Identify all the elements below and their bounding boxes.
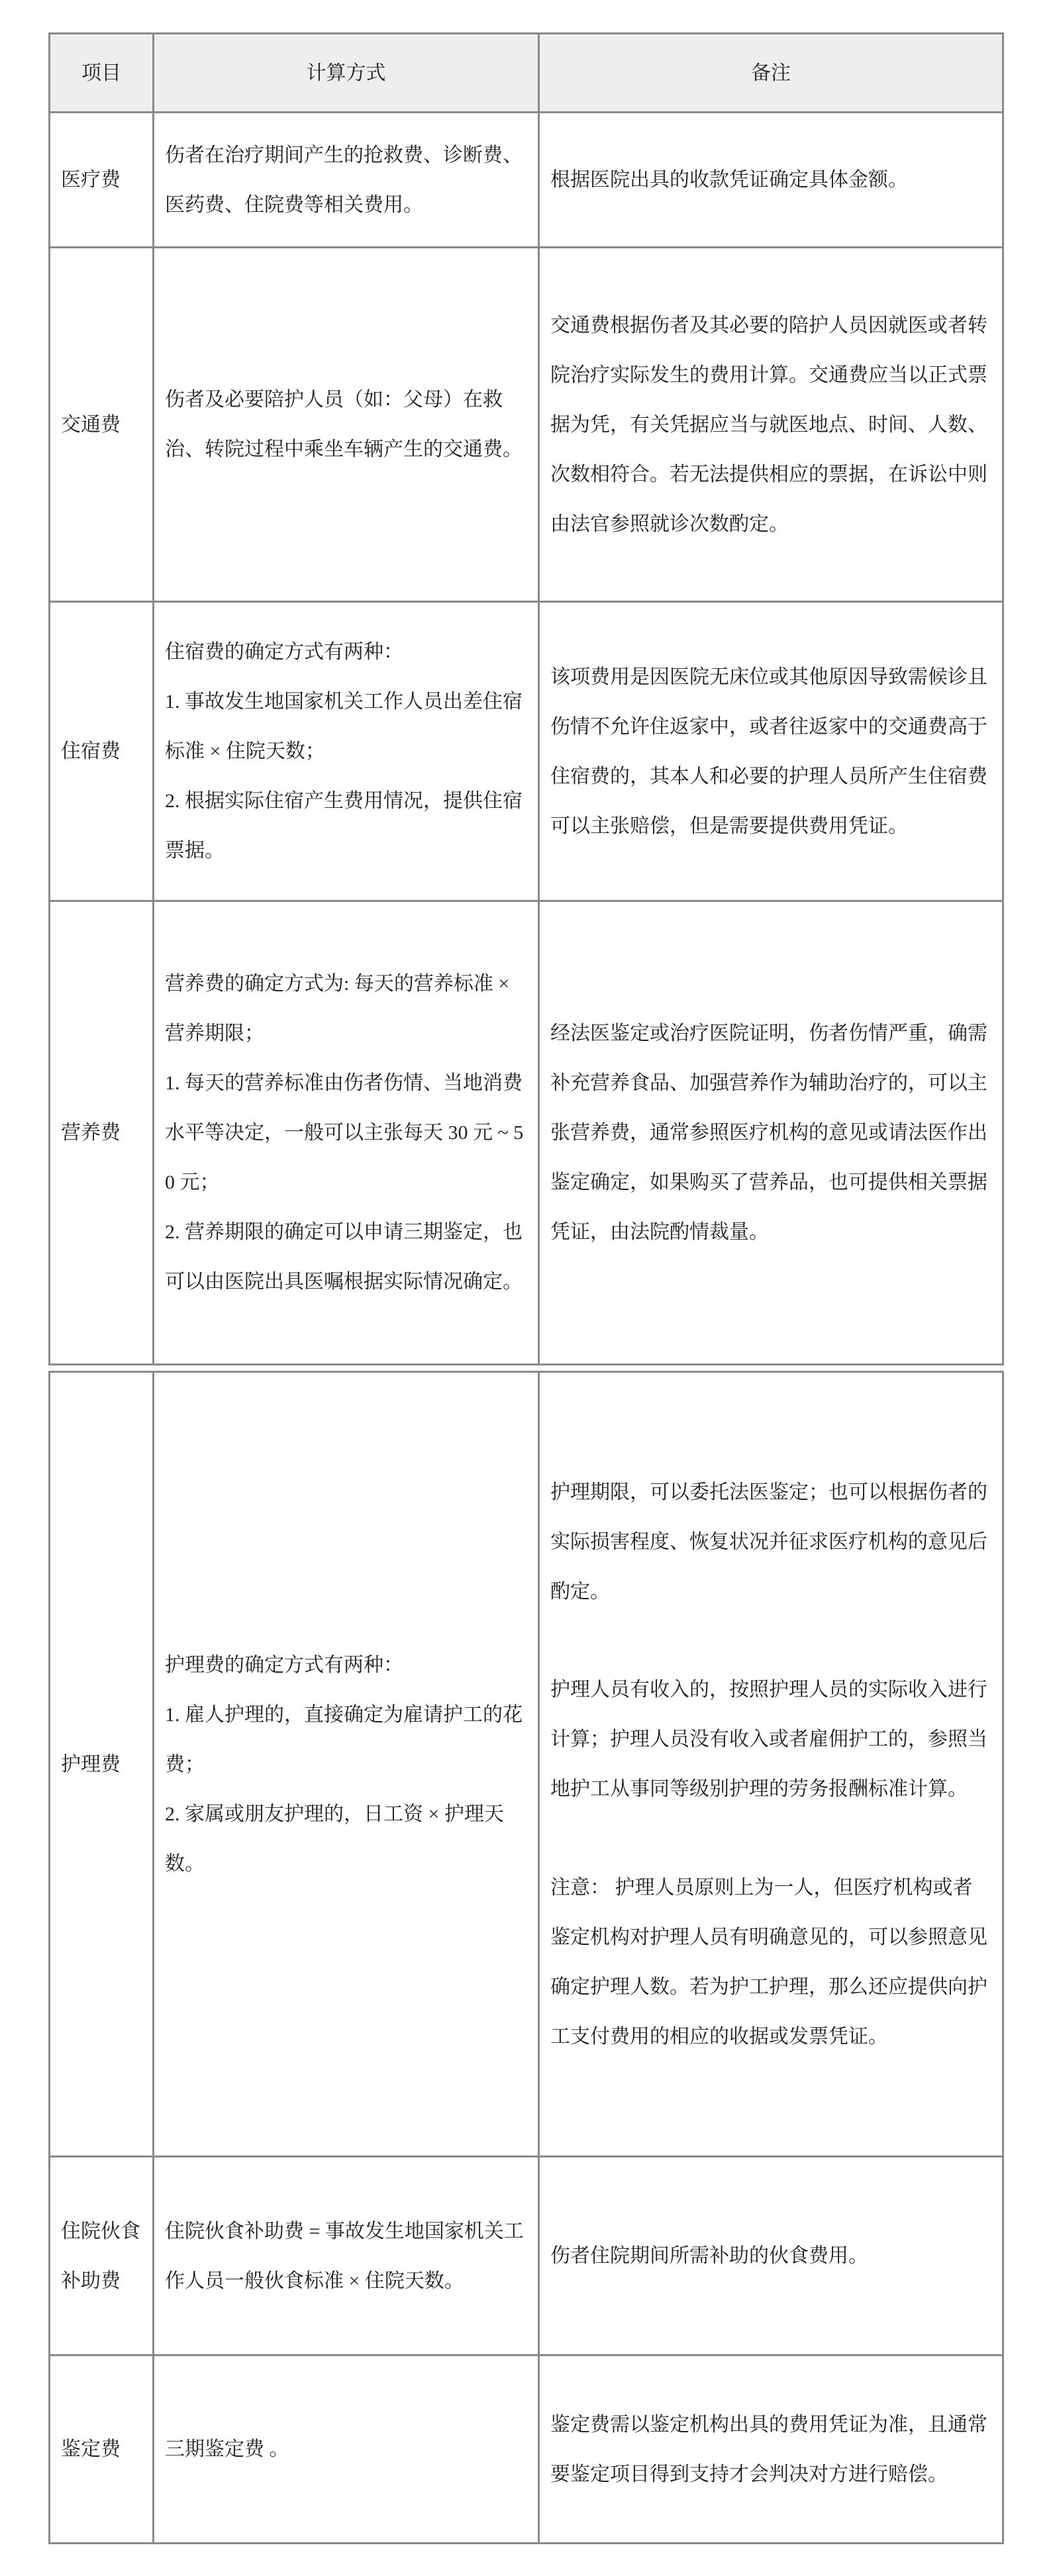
fee-table-section-1 xyxy=(48,32,1004,1365)
paragraph: 营养费 xyxy=(61,1122,121,1144)
table-row-appraisal-fee xyxy=(50,2355,1003,2544)
paragraph: 伤者及必要陪护人员（如：父母）在救治、转院过程中乘坐车辆产生的交通费。 xyxy=(165,389,523,460)
paragraph: 1. 每天的营养标准由伤者伤情、当地消费水平等决定，一般可以主张每天 30 元 ~ 50 元； xyxy=(165,1072,524,1193)
calc-cell xyxy=(154,113,539,248)
paragraph: 鉴定费 xyxy=(61,2438,121,2460)
table-row-medical-fee xyxy=(50,113,1003,248)
paragraph: 鉴定费需以鉴定机构出具的费用凭证为准，且通常要鉴定项目得到支持才会判决对方进行赔偿。 xyxy=(550,2413,987,2485)
paragraph: 护理人员有收入的，按照护理人员的实际收入进行计算；护理人员没有收入或者雇佣护工的，参照当地护工从事同等级别护理的劳务报酬标准计算。 xyxy=(550,1679,987,1800)
paragraph: 2. 家属或朋友护理的，日工资 × 护理天数。 xyxy=(165,1803,504,1875)
item-label xyxy=(50,1372,154,2157)
paragraph: 住宿费的确定方式有两种： xyxy=(165,641,403,663)
paragraph: 住院伙食补助费 xyxy=(61,2220,140,2292)
calc-cell xyxy=(154,2157,539,2355)
note-cell xyxy=(539,1372,1003,2157)
paragraph: 护理费 xyxy=(61,1753,121,1775)
table-row-transport-fee xyxy=(50,248,1003,602)
table-row-hospital-meal-subsidy-fee xyxy=(50,2157,1003,2355)
paragraph: 2. 根据实际住宿产生费用情况，提供住宿票据。 xyxy=(165,790,523,862)
item-label xyxy=(50,901,154,1365)
item-label xyxy=(50,248,154,602)
header-calc: 计算方式 xyxy=(154,34,539,113)
paragraph: 1. 事故发生地国家机关工作人员出差住宿标准 × 住院天数； xyxy=(165,691,523,762)
paragraph: 2. 营养期限的确定可以申请三期鉴定，也可以由医院出具医嘱根据实际情况确定。 xyxy=(165,1221,523,1293)
header-row xyxy=(50,34,1003,113)
calc-cell xyxy=(154,1372,539,2157)
calc-cell xyxy=(154,602,539,901)
table-row-lodging-fee xyxy=(50,602,1003,901)
paragraph: 经法医鉴定或治疗医院证明，伤者伤情严重，确需补充营养食品、加强营养作为辅助治疗的，可以主张营养费，通常参照医疗机构的意见或请法医作出鉴定确定，如果购买了营养品，也可提供相关票据凭证，由法院酌情裁量。 xyxy=(550,1022,987,1243)
paragraph: 交通费根据伤者及其必要的陪护人员因就医或者转院治疗实际发生的费用计算。交通费应当以正式票据为凭，有关凭据应当与就医地点、时间、人数、次数相符合。若无法提供相应的票据，在诉讼中则由法官参照就诊次数酌定。 xyxy=(550,314,987,535)
paragraph: 交通费 xyxy=(61,413,121,436)
calc-cell xyxy=(154,901,539,1365)
header-item: 项目 xyxy=(50,34,154,113)
note-cell xyxy=(539,248,1003,602)
calc-cell xyxy=(154,248,539,602)
paragraph: 医疗费 xyxy=(61,169,121,191)
paragraph: 住院伙食补助费 = 事故发生地国家机关工作人员一般伙食标准 × 住院天数。 xyxy=(165,2220,524,2292)
paragraph: 护理期限，可以委托法医鉴定；也可以根据伤者的实际损害程度、恢复状况并征求医疗机构的意见后酌定。 xyxy=(550,1481,987,1603)
paragraph: 注意： 护理人员原则上为一人，但医疗机构或者鉴定机构对护理人员有明确意见的，可以参照意见确定护理人数。若为护工护理，那么还应提供向护工支付费用的相应的收据或发票凭证。 xyxy=(550,1876,987,2048)
paragraph: 伤者住院期间所需补助的伙食费用。 xyxy=(550,2245,868,2267)
item-label xyxy=(50,602,154,901)
note-cell xyxy=(539,2355,1003,2544)
note-cell xyxy=(539,2157,1003,2355)
paragraph: 护理费的确定方式有两种： xyxy=(165,1654,403,1676)
paragraph: 营养费的确定方式为: 每天的营养标准 × 营养期限； xyxy=(165,973,510,1044)
paragraph: 三期鉴定费 。 xyxy=(165,2438,289,2460)
calc-cell xyxy=(154,2355,539,2544)
header-note: 备注 xyxy=(539,34,1003,113)
fee-table-section-2 xyxy=(48,1371,1004,2544)
table-row-nursing-fee xyxy=(50,1372,1003,2157)
note-cell xyxy=(539,901,1003,1365)
item-label xyxy=(50,2355,154,2544)
table-row-nutrition-fee xyxy=(50,901,1003,1365)
fee-table-document xyxy=(48,32,1002,2544)
item-label xyxy=(50,113,154,248)
item-label xyxy=(50,2157,154,2355)
paragraph: 该项费用是因医院无床位或其他原因导致需候诊且伤情不允许住返家中，或者往返家中的交通费高于住宿费的，其本人和必要的护理人员所产生住宿费可以主张赔偿，但是需要提供费用凭证。 xyxy=(550,666,987,837)
note-cell xyxy=(539,113,1003,248)
paragraph: 根据医院出具的收款凭证确定具体金额。 xyxy=(550,169,908,191)
paragraph: 1. 雇人护理的，直接确定为雇请护工的花费； xyxy=(165,1703,523,1775)
paragraph: 伤者在治疗期间产生的抢救费、诊断费、医药费、住院费等相关费用。 xyxy=(165,144,523,216)
note-cell xyxy=(539,602,1003,901)
paragraph: 住宿费 xyxy=(61,740,121,762)
